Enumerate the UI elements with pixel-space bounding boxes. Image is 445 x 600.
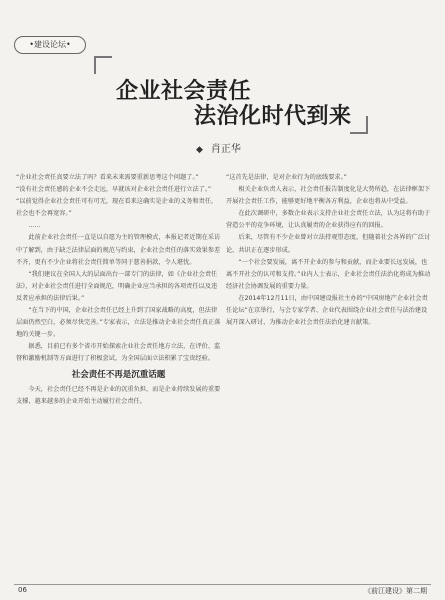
paragraph: “企业社会责任真要立法了吗？看来未来需要重新思考这个问题了。” <box>16 174 199 181</box>
issue-label: 《前江建设》第二期 <box>364 587 427 595</box>
paragraph: …… <box>28 222 41 230</box>
diamond-icon: ◆ <box>196 145 203 155</box>
column-tag: •建设论坛• <box>14 36 86 54</box>
headline-box <box>96 58 366 132</box>
footer-rule <box>14 584 431 585</box>
paragraph: 在2014年12月11日，由中国建设报社主办的“中国房地产企业社会责任论坛”在京举行，与会专家学者、企业代表围绕企业社会责任与法治建设展开深入研讨，为推动企业社会责任法治化建言献策。 <box>226 294 428 327</box>
headline-corner-top-left <box>94 56 112 74</box>
paragraph: 相关企业负责人表示，社会责任报告制度化是大势所趋，在法律框架下开展社会责任工作，能够更好地平衡各方利益，企业也将从中受益。 <box>226 186 431 206</box>
paragraph: “没有社会责任感的企业不会走远，早就该对企业社会责任进行立法了。” <box>16 186 212 194</box>
headline-line-1: 企业社会责任 <box>116 78 252 104</box>
page-number: 06 <box>18 586 27 594</box>
paragraph: “以前觉得企业社会责任可有可无，现在看来这确实是企业的义务和责任，社会也不会再宽容。” <box>16 198 218 218</box>
paragraph: 此前企业社会责任一直是以自愿为主的管理模式，本报记者近期在采访中了解到，由于缺乏法律层面的规范与约束，企业社会责任的落实效果参差不齐，更有不少企业将社会责任简单等同于慈善捐款，令人堪忧。 <box>16 234 221 266</box>
author-name: 肖正华 <box>210 144 241 155</box>
paragraph: “在当下的中国，企业社会责任已经上升到了国家战略的高度，但法律层面仍然空白，必须尽快完善。”专家表示，立法是推动企业社会责任真正落地的关键一步。 <box>16 307 221 339</box>
section-heading: 社会责任不再是沉重话题 <box>71 369 166 380</box>
headline-line-2: 法治化时代到来 <box>194 103 352 129</box>
byline <box>196 140 241 155</box>
right-column <box>226 172 431 329</box>
paragraph: 今天，社会责任已经不再是企业的沉重负担，而是企业持续发展的重要支撑，越来越多的企业开始主动履行社会责任。 <box>16 385 221 405</box>
paragraph: “我们建议在全国人大的层面出台一部专门的法律，如《企业社会责任法》，对企业社会责任进行全面规范，明确企业应当承担的各项责任以及违反者应承担的法律后果。” <box>16 270 218 302</box>
paragraph: 后来，尽管有不少企业曾对立法持观望态度，但随着社会各界的广泛讨论，共识正在逐步形成。 <box>226 234 431 254</box>
paragraph: 在此次调研中，多数企业表示支持企业社会责任立法，认为这将有助于营造公平的竞争环境，让认真履责的企业获得应有的回报。 <box>226 210 431 230</box>
paragraph: “这首先是法律，是对企业行为的底线要求。” <box>226 174 347 181</box>
paragraph: “一个社会要发展，离不开企业的参与和贡献，而企业要长远发展，也离不开社会的认可和支持。”业内人士表示，企业社会责任法治化将成为推动经济社会协调发展的重要力量。 <box>226 258 431 290</box>
left-column <box>16 172 221 408</box>
headline-corner-bottom-right <box>350 116 368 134</box>
paragraph: 据悉，目前已有多个省市开始探索企业社会责任地方立法，在评价、监督和激励机制等方面进行了积极尝试，为全国层面立法积累了宝贵经验。 <box>16 343 221 363</box>
